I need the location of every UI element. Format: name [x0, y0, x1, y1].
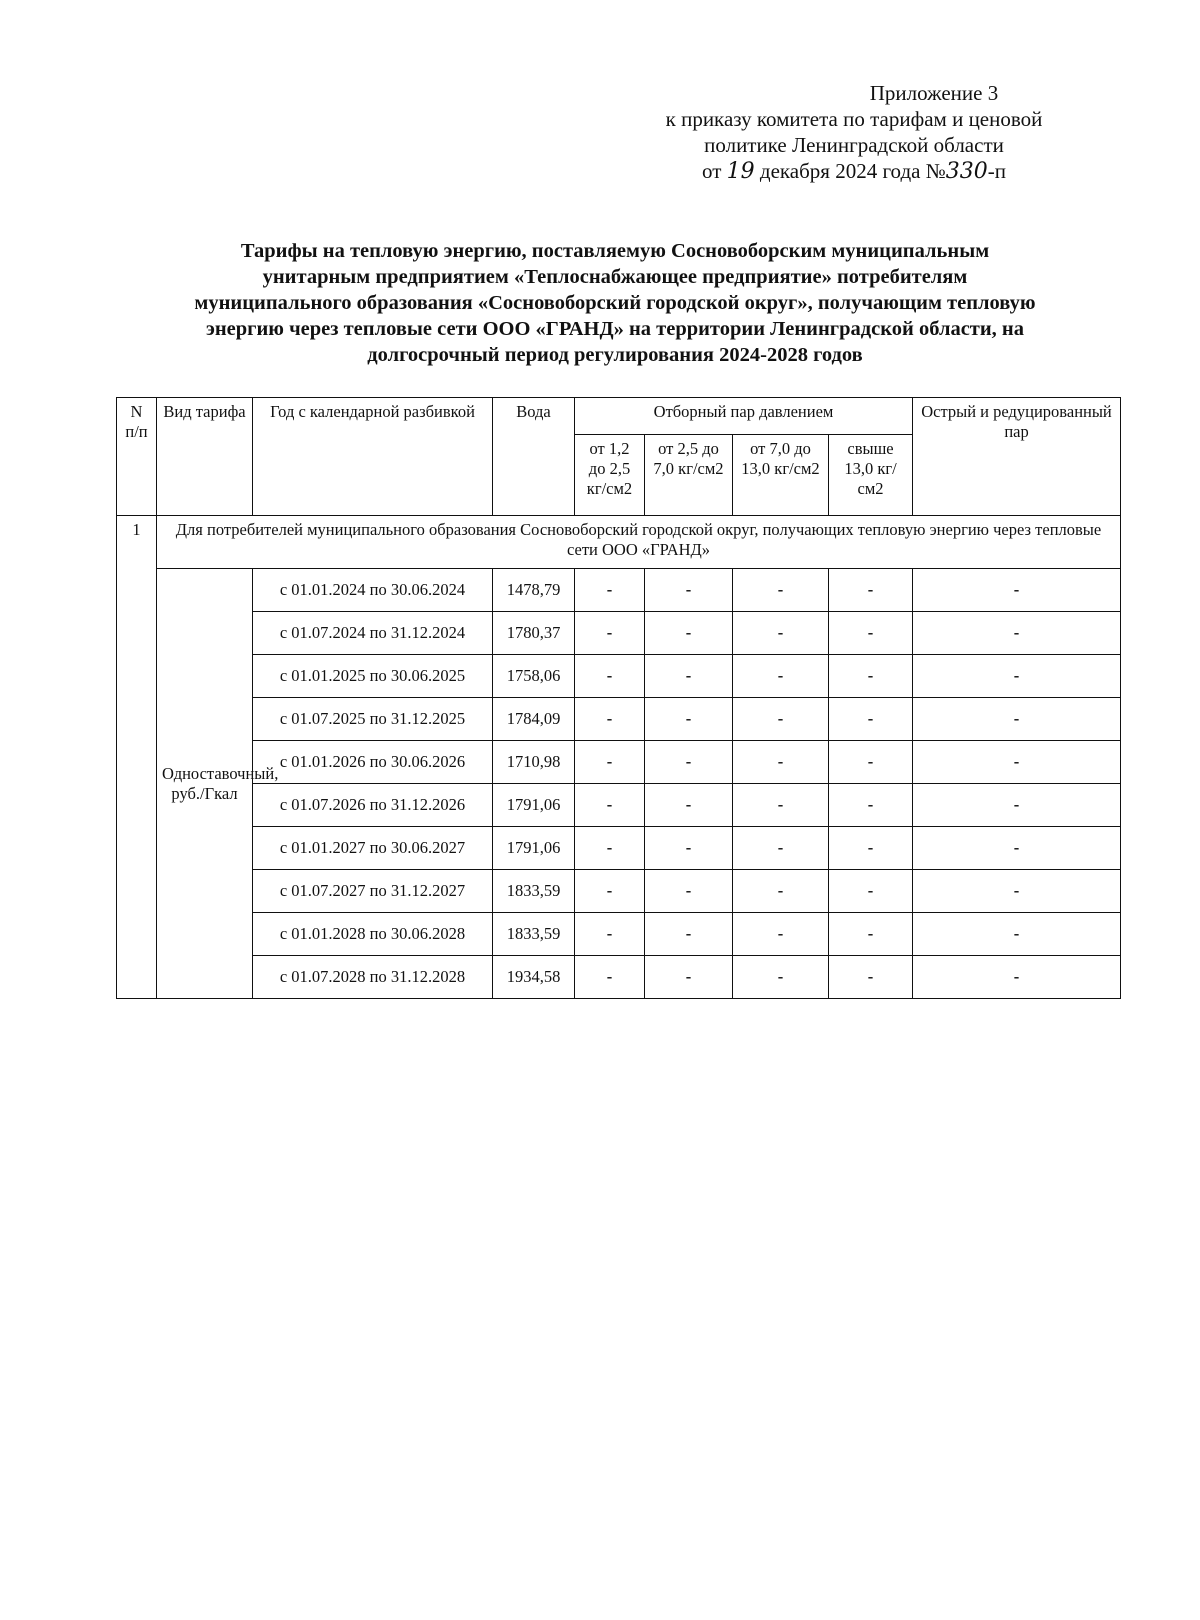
- title-line: унитарным предприятием «Теплоснабжающее предприятие» потребителям: [262, 266, 968, 288]
- steam-1-value: -: [575, 569, 645, 612]
- steam-1-value: -: [575, 870, 645, 913]
- steam-1-value: -: [575, 698, 645, 741]
- table-row: [117, 956, 1121, 999]
- period-cell: с 01.07.2028 по 31.12.2028: [253, 956, 493, 999]
- table-row: [117, 655, 1121, 698]
- sharp-steam-value: -: [913, 741, 1121, 784]
- header-steam-1: от 1,2 до 2,5 кг/см2: [575, 435, 645, 516]
- steam-1-value: -: [575, 655, 645, 698]
- steam-4-value: -: [829, 913, 913, 956]
- steam-1-value: -: [575, 784, 645, 827]
- table-row: [117, 784, 1121, 827]
- title-line: муниципального образования «Сосновоборский городской округ», получающим тепловую: [194, 292, 1036, 314]
- steam-2-value: -: [645, 698, 733, 741]
- appendix-committee-line: политике Ленинградской области: [704, 133, 1004, 157]
- appendix-order-line: к приказу комитета по тарифам и ценовой: [665, 107, 1043, 131]
- tariff-table: [116, 397, 1121, 999]
- appendix-date-line: [600, 158, 1108, 185]
- tariff-type-cell: Одноставочный, руб./Гкал: [157, 569, 253, 999]
- water-value: 1780,37: [493, 612, 575, 655]
- water-value: 1833,59: [493, 870, 575, 913]
- steam-1-value: -: [575, 612, 645, 655]
- steam-2-value: -: [645, 612, 733, 655]
- header-steam-4: свыше 13,0 кг/см2: [829, 435, 913, 516]
- sharp-steam-value: -: [913, 698, 1121, 741]
- steam-1-value: -: [575, 956, 645, 999]
- section-row: [117, 516, 1121, 569]
- title-line: долгосрочный период регулирования 2024-2028 годов: [367, 344, 863, 366]
- date-prefix: от: [702, 159, 722, 183]
- date-day-handwritten: 19: [726, 159, 755, 184]
- period-cell: с 01.07.2027 по 31.12.2027: [253, 870, 493, 913]
- steam-2-value: -: [645, 913, 733, 956]
- sharp-steam-value: -: [913, 827, 1121, 870]
- steam-1-value: -: [575, 741, 645, 784]
- period-cell: с 01.01.2025 по 30.06.2025: [253, 655, 493, 698]
- header-steam-2: от 2,5 до 7,0 кг/см2: [645, 435, 733, 516]
- sharp-steam-value: -: [913, 569, 1121, 612]
- table-row: [117, 913, 1121, 956]
- steam-3-value: -: [733, 827, 829, 870]
- sharp-steam-value: -: [913, 870, 1121, 913]
- steam-4-value: -: [829, 827, 913, 870]
- appendix-title: Приложение 3: [869, 81, 999, 105]
- title-line: энергию через тепловые сети ООО «ГРАНД» на территории Ленинградской области, на: [206, 318, 1024, 340]
- header-row: [117, 398, 1121, 435]
- steam-3-value: -: [733, 913, 829, 956]
- period-cell: с 01.01.2027 по 30.06.2027: [253, 827, 493, 870]
- sharp-steam-value: -: [913, 784, 1121, 827]
- steam-2-value: -: [645, 956, 733, 999]
- sharp-steam-value: -: [913, 956, 1121, 999]
- steam-3-value: -: [733, 655, 829, 698]
- table-row: [117, 698, 1121, 741]
- steam-3-value: -: [733, 784, 829, 827]
- steam-2-value: -: [645, 655, 733, 698]
- steam-3-value: -: [733, 612, 829, 655]
- header-sharp-steam: Острый и редуцированный пар: [913, 398, 1121, 516]
- order-suffix: -п: [987, 159, 1006, 183]
- water-value: 1758,06: [493, 655, 575, 698]
- steam-3-value: -: [733, 569, 829, 612]
- title-line: Тарифы на тепловую энергию, поставляемую Сосновоборским муниципальным: [240, 240, 990, 262]
- header-water: Вода: [493, 398, 575, 516]
- header-year: Год с календарной разбивкой: [253, 398, 493, 516]
- water-value: 1833,59: [493, 913, 575, 956]
- period-cell: с 01.01.2026 по 30.06.2026: [253, 741, 493, 784]
- header-steam-group: Отборный пар давлением: [575, 398, 913, 435]
- sharp-steam-value: -: [913, 913, 1121, 956]
- steam-3-value: -: [733, 741, 829, 784]
- table-row: [117, 612, 1121, 655]
- steam-3-value: -: [733, 870, 829, 913]
- header-tariff-type: Вид тарифа: [157, 398, 253, 516]
- sharp-steam-value: -: [913, 655, 1121, 698]
- table-row: [117, 827, 1121, 870]
- steam-4-value: -: [829, 870, 913, 913]
- period-cell: с 01.01.2028 по 30.06.2028: [253, 913, 493, 956]
- document-title: [100, 238, 1130, 368]
- table-row: [117, 870, 1121, 913]
- water-value: 1791,06: [493, 784, 575, 827]
- steam-2-value: -: [645, 827, 733, 870]
- period-cell: с 01.07.2025 по 31.12.2025: [253, 698, 493, 741]
- water-value: 1934,58: [493, 956, 575, 999]
- steam-2-value: -: [645, 870, 733, 913]
- steam-1-value: -: [575, 827, 645, 870]
- steam-2-value: -: [645, 569, 733, 612]
- water-value: 1784,09: [493, 698, 575, 741]
- steam-4-value: -: [829, 741, 913, 784]
- date-rest: декабря 2024 года №: [759, 159, 946, 183]
- steam-2-value: -: [645, 741, 733, 784]
- steam-4-value: -: [829, 956, 913, 999]
- steam-1-value: -: [575, 913, 645, 956]
- sharp-steam-value: -: [913, 612, 1121, 655]
- steam-4-value: -: [829, 569, 913, 612]
- section-text: Для потребителей муниципального образования Сосновоборский городской округ, получающих тепловую энергию через тепловые сети ООО «ГРАНД»: [157, 516, 1121, 569]
- period-cell: с 01.07.2026 по 31.12.2026: [253, 784, 493, 827]
- water-value: 1791,06: [493, 827, 575, 870]
- steam-4-value: -: [829, 655, 913, 698]
- header-num: N п/п: [117, 398, 157, 516]
- steam-4-value: -: [829, 612, 913, 655]
- period-cell: с 01.07.2024 по 31.12.2024: [253, 612, 493, 655]
- period-cell: с 01.01.2024 по 30.06.2024: [253, 569, 493, 612]
- water-value: 1478,79: [493, 569, 575, 612]
- steam-3-value: -: [733, 956, 829, 999]
- table-row: [117, 569, 1121, 612]
- appendix-block: [600, 80, 1108, 185]
- steam-4-value: -: [829, 784, 913, 827]
- steam-3-value: -: [733, 698, 829, 741]
- section-num: 1: [117, 516, 157, 999]
- steam-2-value: -: [645, 784, 733, 827]
- steam-4-value: -: [829, 698, 913, 741]
- order-number-handwritten: 330: [945, 159, 988, 184]
- header-steam-3: от 7,0 до 13,0 кг/см2: [733, 435, 829, 516]
- water-value: 1710,98: [493, 741, 575, 784]
